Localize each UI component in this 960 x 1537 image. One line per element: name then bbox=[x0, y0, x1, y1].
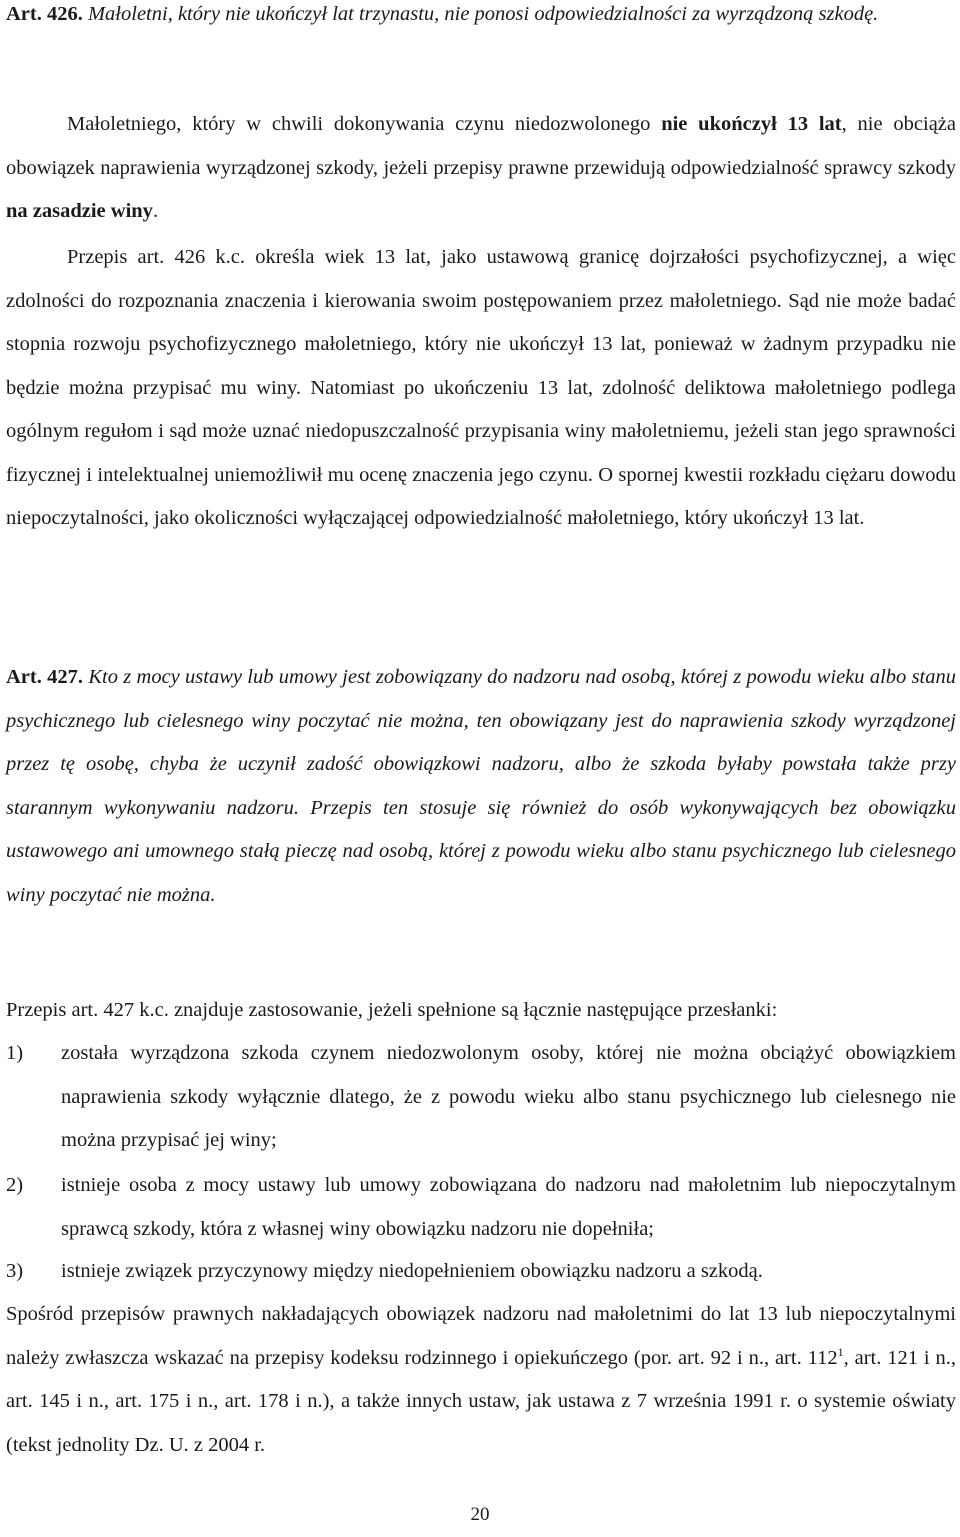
art-426-heading: Art. 426. bbox=[6, 3, 83, 25]
para1-bold-a: nie ukończył 13 lat bbox=[661, 113, 842, 135]
list-item bbox=[6, 1250, 956, 1294]
commentary-paragraph-3-intro: Przepis art. 427 k.c. znajduje zastosowanie, jeżeli spełnione są łącznie następujące przesłanki: bbox=[6, 999, 778, 1021]
para4-text-a: Spośród przepisów prawnych nakładających obowiązek nadzoru nad małoletnimi do lat 13 lub niepoczytalnymi należy zwłaszcza wskazać na przepisy kodeksu rodzinnego i opiekuńczego (por. art. 92 i n., art. 112 bbox=[6, 1303, 956, 1369]
para1-text-b: , nie obciąża obowiązek naprawienia wyrządzonej szkody, jeżeli przepisy prawne przewidują odpowiedzialność sprawcy szkody bbox=[6, 113, 956, 179]
list-item bbox=[6, 1164, 956, 1252]
list-item-number: 1) bbox=[6, 1042, 24, 1064]
art-426-text: Małoletni, który nie ukończył lat trzynastu, nie ponosi odpowiedzialności za wyrządzoną szkodę. bbox=[87, 3, 879, 25]
para1-bold-b: na zasadzie winy bbox=[6, 200, 153, 222]
list-item-text: istnieje związek przyczynowy między niedopełnieniem obowiązku nadzoru a szkodą. bbox=[61, 1260, 763, 1282]
commentary-paragraph-1 bbox=[6, 103, 956, 234]
list-item-text: istnieje osoba z mocy ustawy lub umowy zobowiązana do nadzoru nad małoletnim lub niepoczytalnym sprawcą szkody, która z własnej winy obowiązku nadzoru nie dopełniła; bbox=[61, 1174, 956, 1240]
commentary-paragraph-4 bbox=[6, 1293, 956, 1467]
page-number: 20 bbox=[470, 1504, 490, 1525]
art-426-paragraph bbox=[6, 0, 956, 37]
list-item-number: 2) bbox=[6, 1174, 24, 1196]
para1-text-c: . bbox=[152, 200, 159, 222]
list-item-number: 3) bbox=[6, 1260, 24, 1282]
list-item bbox=[6, 1032, 956, 1162]
commentary-paragraph-2: Przepis art. 426 k.c. określa wiek 13 lat, jako ustawową granicę dojrzałości psychofizycznej, a więc zdolności do rozpoznania znaczenia i kierowania swoim postępowaniem przez małoletniego. Sąd nie może badać stopnia rozwoju psychofizycznego małoletniego, który nie ukończył 13 lat, ponieważ w żadnym przypadku nie będzie można przypisać mu winy. Natomiast po ukończeniu 13 lat, zdolność deliktowa małoletniego podlega ogólnym regułom i sąd może uznać niedopuszczalność przypisania winy małoletniemu, jeżeli stan jego sprawności fizycznej i intelektualnej uniemożliwił mu ocenę znaczenia jego czynu. O spornej kwestii rozkładu ciężaru dowodu niepoczytalności, jako okoliczności wyłączającej odpowiedzialność małoletniego, który ukończył 13 lat. bbox=[6, 246, 956, 529]
list-item-text: została wyrządzona szkoda czynem niedozwolonym osoby, której nie można obciążyć obowiązkiem naprawienia szkody wyłącznie dlatego, że z powodu wieku albo stanu psychicznego lub cielesnego nie można przypisać jej winy; bbox=[61, 1042, 956, 1151]
footnote-superscript: 1 bbox=[837, 1344, 844, 1359]
para1-text-a: Małoletniego, który w chwili dokonywania czynu niedozwolonego bbox=[67, 113, 662, 135]
art-427-paragraph bbox=[6, 656, 956, 917]
art-427-text: Kto z mocy ustawy lub umowy jest zobowiązany do nadzoru nad osobą, której z powodu wieku albo stanu psychicznego lub cielesnego winy poczytać nie można, ten obowiązany jest do naprawienia szkody wyrządzonej przez tę osobę, chyba że uczynił zadość obowiązkowi nadzoru, albo że szkoda byłaby powstała także przy starannym wykonywaniu nadzoru. Przepis ten stosuje się również do osób wykonywających bez obowiązku ustawowego ani umownego stałą pieczę nad osobą, której z powodu wieku albo stanu psychicznego lub cielesnego winy poczytać nie można. bbox=[6, 666, 956, 906]
art-427-heading: Art. 427. bbox=[6, 666, 84, 688]
para4-text-b: , art. 121 i n., art. 145 i n., art. 175 i n., art. 178 i n.), a także innych ustaw, jak ustawa z 7 września 1991 r. o systemie oświaty (tekst jednolity Dz. U. z 2004 r. bbox=[6, 1346, 956, 1456]
